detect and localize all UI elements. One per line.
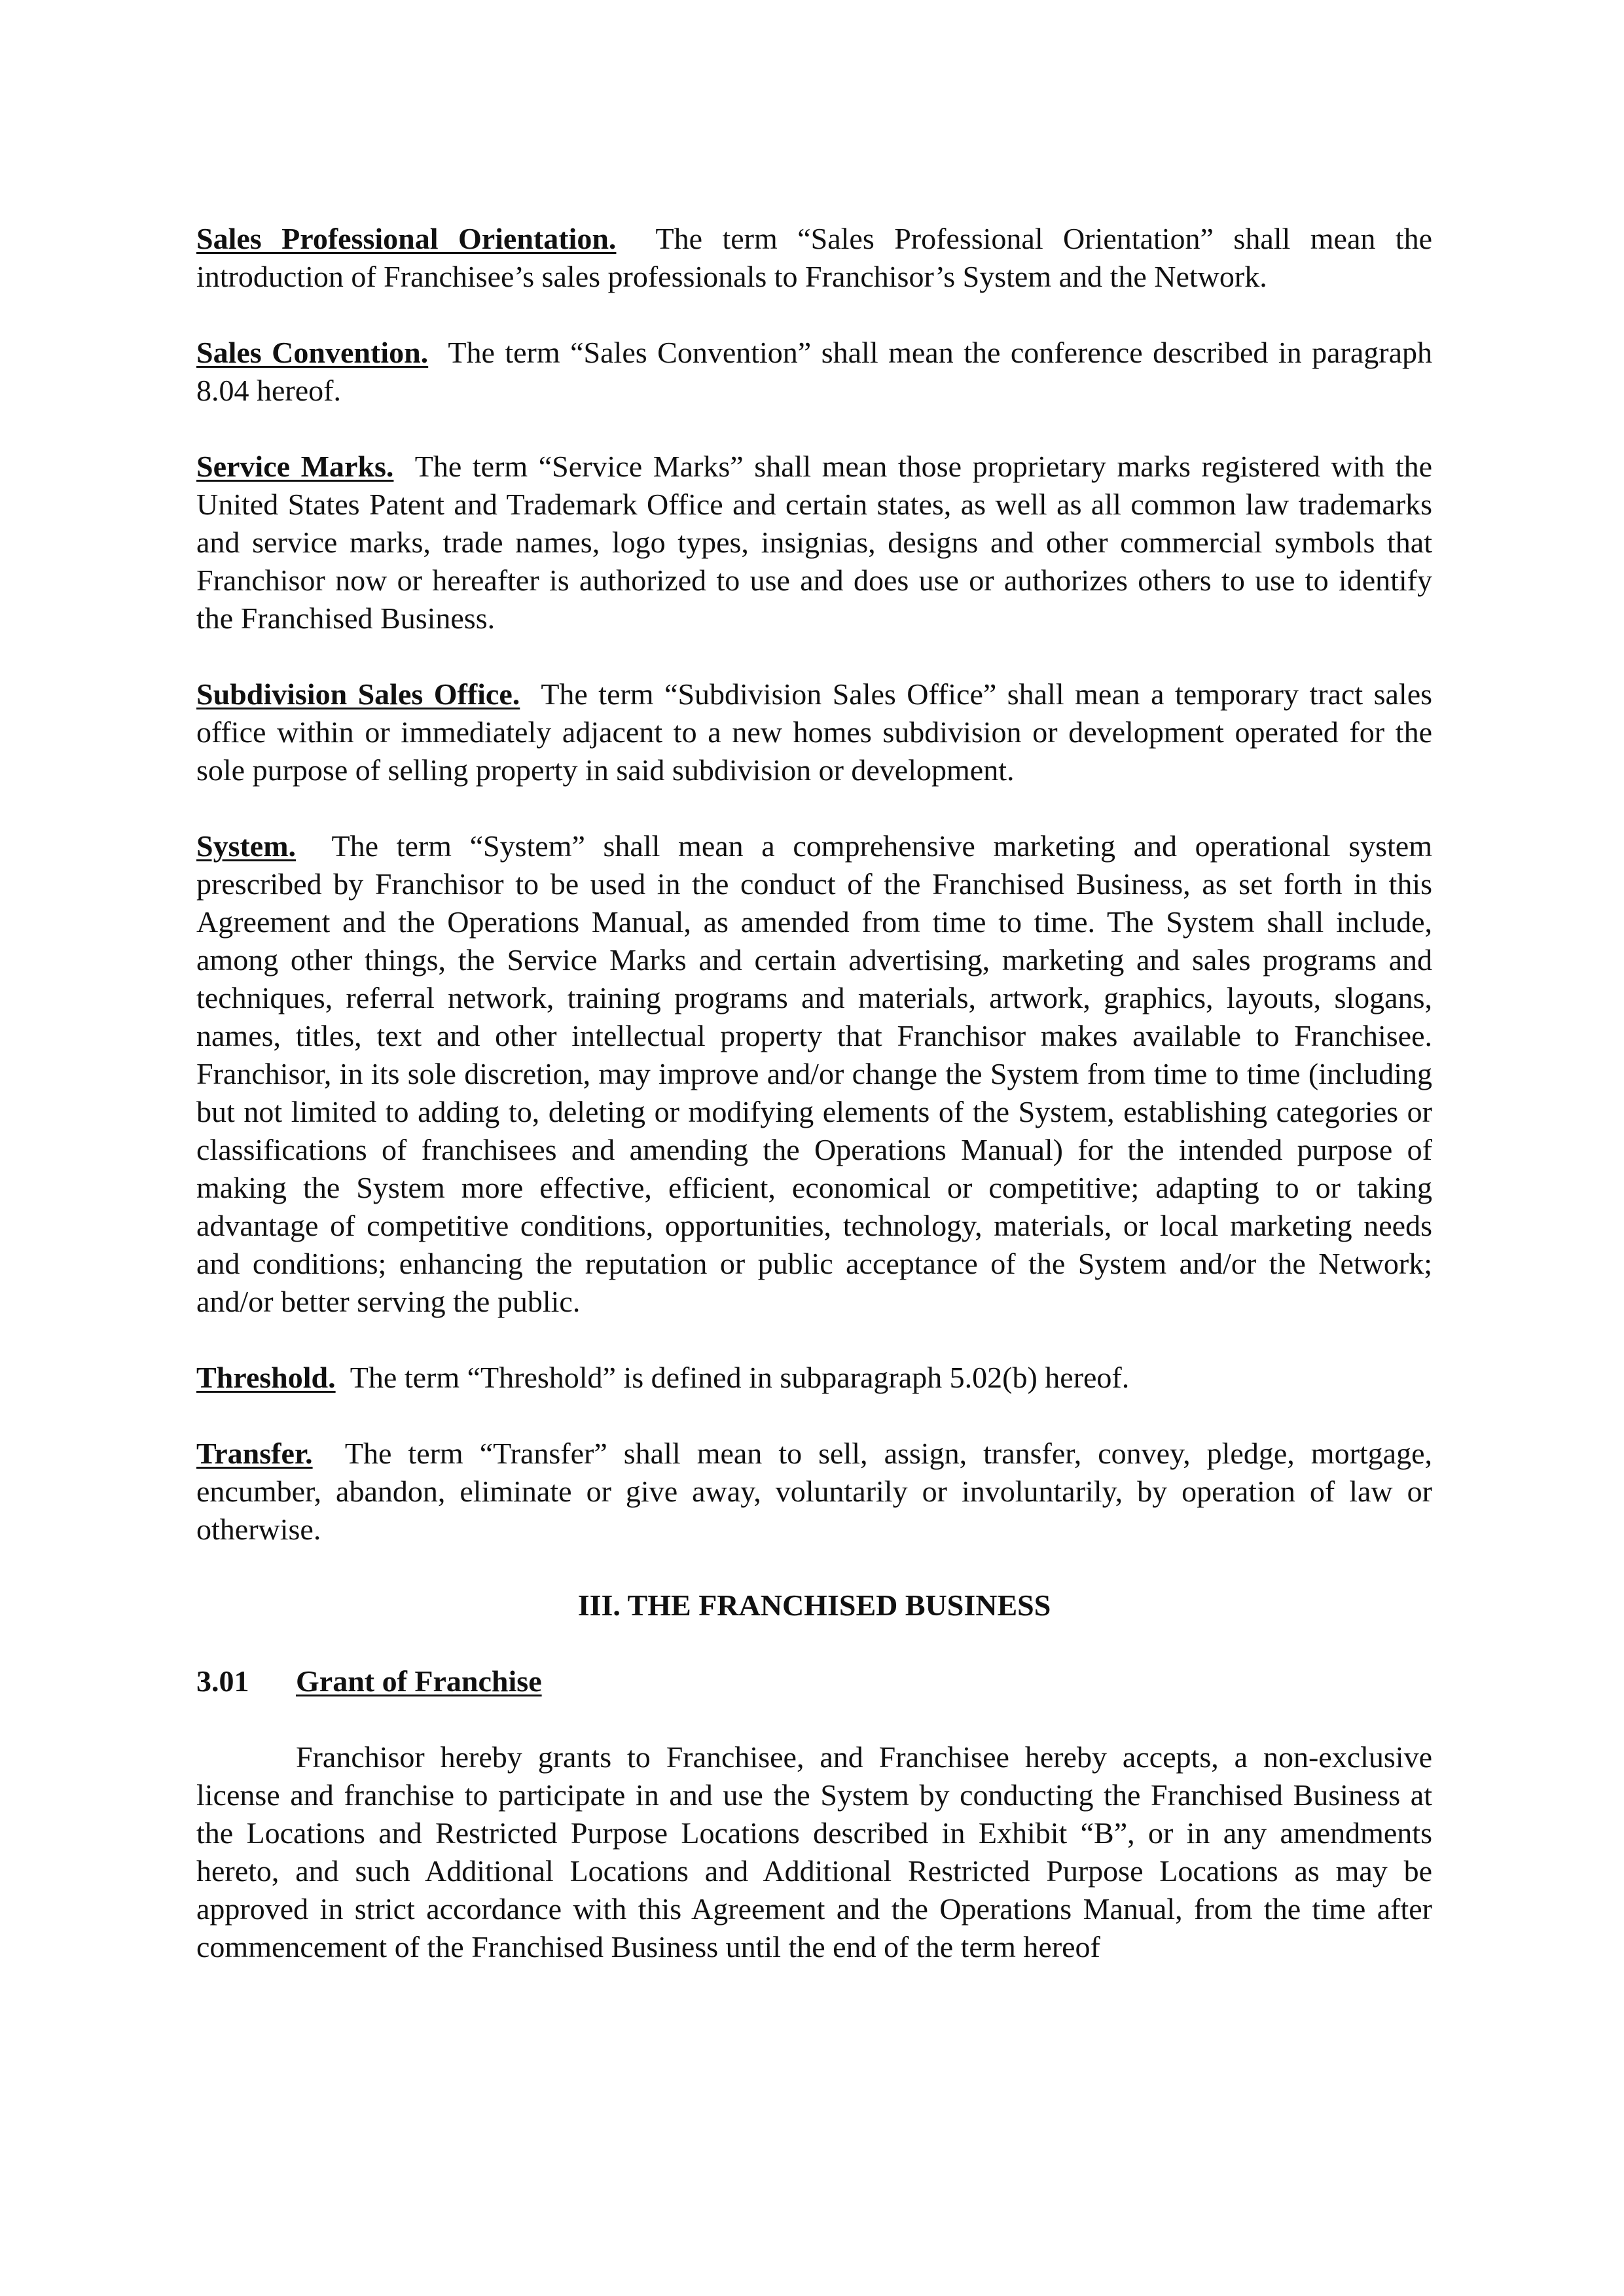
- definition-service-marks: [196, 448, 1432, 637]
- definition-term: Transfer.: [196, 1437, 313, 1470]
- definition-text: The term “Sales Professional Orientation” shall mean the introduction of Franchisee’s sales professionals to Franchisor’s System and the Network.: [196, 222, 1433, 293]
- definition-term: Service Marks.: [196, 450, 394, 483]
- definition-text: The term “Service Marks” shall mean those proprietary marks registered with the United States Patent and Trademark Office and certain states, as well as all common law trademarks and service marks, trade names, logo types, insignias, designs and other commercial symbols that Franchisor now or hereafter is authorized to use and does use or authorizes others to use to identify the Franchised Business.: [196, 450, 1432, 635]
- definition-sales-professional-orientation: [196, 220, 1432, 296]
- definition-threshold: [196, 1359, 1432, 1397]
- subsection-heading: [196, 1662, 1432, 1700]
- definition-term: Sales Professional Orientation.: [196, 222, 617, 255]
- section-heading: III. THE FRANCHISED BUSINESS: [577, 1588, 1051, 1622]
- definition-term: Threshold.: [196, 1361, 336, 1394]
- definition-subdivision-sales-office: [196, 675, 1432, 789]
- definition-text: The term “Threshold” is defined in subparagraph 5.02(b) hereof.: [350, 1361, 1130, 1394]
- document-page: [196, 220, 1432, 2004]
- definition-system: [196, 827, 1432, 1321]
- definition-transfer: [196, 1435, 1432, 1549]
- definition-text: The term “Transfer” shall mean to sell, assign, transfer, convey, pledge, mortgage, encumber, abandon, eliminate or give away, voluntarily or involuntarily, by operation of law or otherwise.: [196, 1437, 1433, 1546]
- subsection-title: Grant of Franchise: [296, 1664, 542, 1698]
- subsection-number: 3.01: [196, 1664, 249, 1698]
- definition-text: The term “System” shall mean a comprehensive marketing and operational system prescribed by Franchisor to be used in the conduct of the Franchised Business, as set forth in this Agreement and the Operations Manual, as amended from time to time. The System shall include, among other things, the Service Marks and certain advertising, marketing and sales programs and techniques, referral network, training programs and materials, artwork, graphics, layouts, slogans, names, titles, text and other intellectual property that Franchisor makes available to Franchisee. Franchisor, in its sole discretion, may improve and/or change the System from time to time (including but not limited to adding to, deleting or modifying elements of the System, establishing categories or classifications of franchisees and amending the Operations Manual) for the intended purpose of making the System more effective, efficient, economical or competitive; adapting to or taking advantage of competitive conditions, opportunities, technology, materials, or local marketing needs and conditions; enhancing the reputation or public acceptance of the System and/or the Network; and/or better serving the public.: [196, 829, 1432, 1318]
- definition-text: The term “Subdivision Sales Office” shall mean a temporary tract sales office within or immediately adjacent to a new homes subdivision or development operated for the sole purpose of selling property in said subdivision or development.: [196, 677, 1433, 787]
- definition-term: Sales Convention.: [196, 336, 429, 369]
- definition-term: Subdivision Sales Office.: [196, 677, 520, 711]
- definition-sales-convention: [196, 334, 1432, 410]
- definition-term: System.: [196, 829, 297, 863]
- subsection-body: Franchisor hereby grants to Franchisee, and Franchisee hereby accepts, a non-exclusive license and franchise to participate in and use the System by conducting the Franchised Business at the Locations and Restricted Purpose Locations described in Exhibit “B”, or in any amendments hereto, and such Additional Locations and Additional Restricted Purpose Locations as may be approved in strict accordance with this Agreement and the Operations Manual, from the time after commencement of the Franchised Business until the end of the term hereof: [196, 1740, 1432, 1964]
- definition-text: The term “Sales Convention” shall mean the conference described in paragraph 8.04 hereof.: [196, 336, 1433, 407]
